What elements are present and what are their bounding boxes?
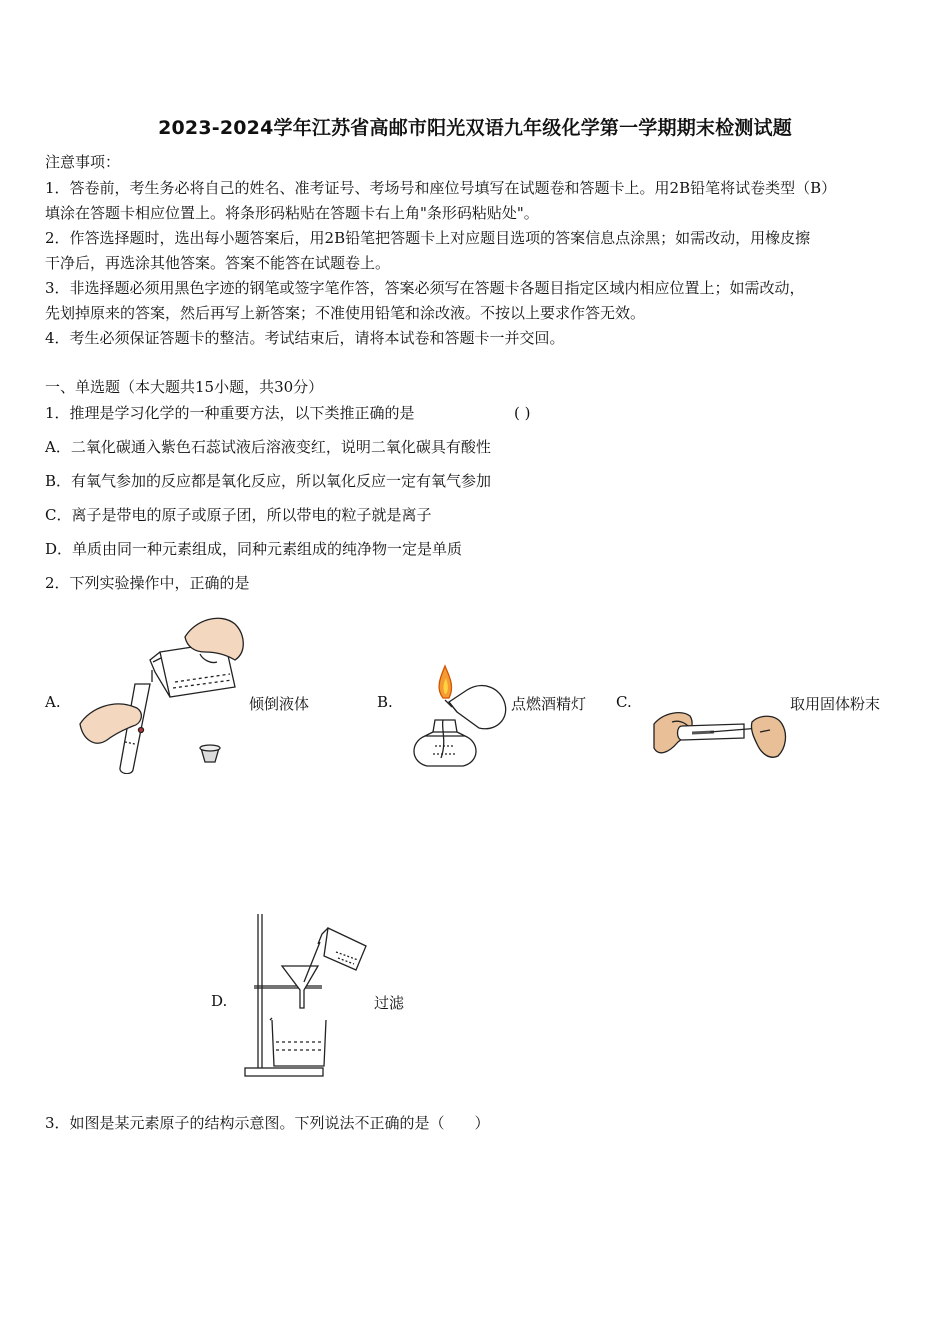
notice-line: 填涂在答题卡相应位置上。将条形码粘贴在答题卡右上角"条形码粘贴处"。 — [45, 204, 539, 222]
answer-paren: ( ) — [514, 404, 531, 422]
option-letter: D. — [211, 992, 228, 1010]
option-letter: C. — [616, 693, 632, 711]
notice-line: 2．作答选择题时，选出每小题答案后，用2B铅笔把答题卡上对应题目选项的答案信息点涂黑；如需改动，用橡皮擦 — [45, 229, 811, 247]
option-b: B．有氧气参加的反应都是氧化反应，所以氧化反应一定有氧气参加 — [45, 472, 492, 490]
option-caption: 点燃酒精灯 — [511, 695, 587, 713]
notice-line: 先划掉原来的答案，然后再写上新答案；不准使用铅笔和涂改液。不按以上要求作答无效。 — [45, 304, 646, 322]
option-d: D．单质由同一种元素组成，同种元素组成的纯净物一定是单质 — [45, 540, 463, 558]
notice-line: 干净后，再选涂其他答案。答案不能答在试题卷上。 — [45, 254, 391, 272]
option-c: C．离子是带电的原子或原子团，所以带电的粒子就是离子 — [45, 506, 432, 524]
option-caption: 取用固体粉末 — [790, 695, 881, 713]
alcohol-lamp-icon — [405, 662, 515, 772]
option-letter: A. — [45, 693, 61, 711]
notice-heading: 注意事项： — [45, 153, 121, 171]
filtration-icon — [240, 908, 375, 1080]
option-caption: 倾倒液体 — [249, 695, 310, 713]
notice-line: 3．非选择题必须用黑色字迹的钢笔或签字笔作答，答案必须写在答题卡各题目指定区域内相应位置上；如需改动， — [45, 279, 805, 297]
option-caption: 过滤 — [374, 994, 405, 1012]
solid-powder-icon — [650, 708, 790, 764]
section-heading: 一、单选题（本大题共15小题，共30分） — [45, 378, 324, 396]
notice-line: 1．答卷前，考生务必将自己的姓名、准考证号、考场号和座位号填写在试题卷和答题卡上。用2B铅笔将试卷类型（B） — [45, 179, 837, 197]
pouring-liquid-icon — [75, 612, 250, 774]
question-stem: 2．下列实验操作中，正确的是 — [45, 574, 250, 592]
question-stem: 1．推理是学习化学的一种重要方法，以下类推正确的是 — [45, 404, 415, 422]
option-letter: B. — [377, 693, 393, 711]
question-stem: 3．如图是某元素原子的结构示意图。下列说法不正确的是（ ） — [45, 1114, 490, 1132]
option-a: A．二氧化碳通入紫色石蕊试液后溶液变红，说明二氧化碳具有酸性 — [45, 438, 491, 456]
notice-line: 4．考生必须保证答题卡的整洁。考试结束后，请将本试卷和答题卡一并交回。 — [45, 329, 565, 347]
page-title: 2023-2024学年江苏省高邮市阳光双语九年级化学第一学期期末检测试题 — [158, 117, 792, 139]
